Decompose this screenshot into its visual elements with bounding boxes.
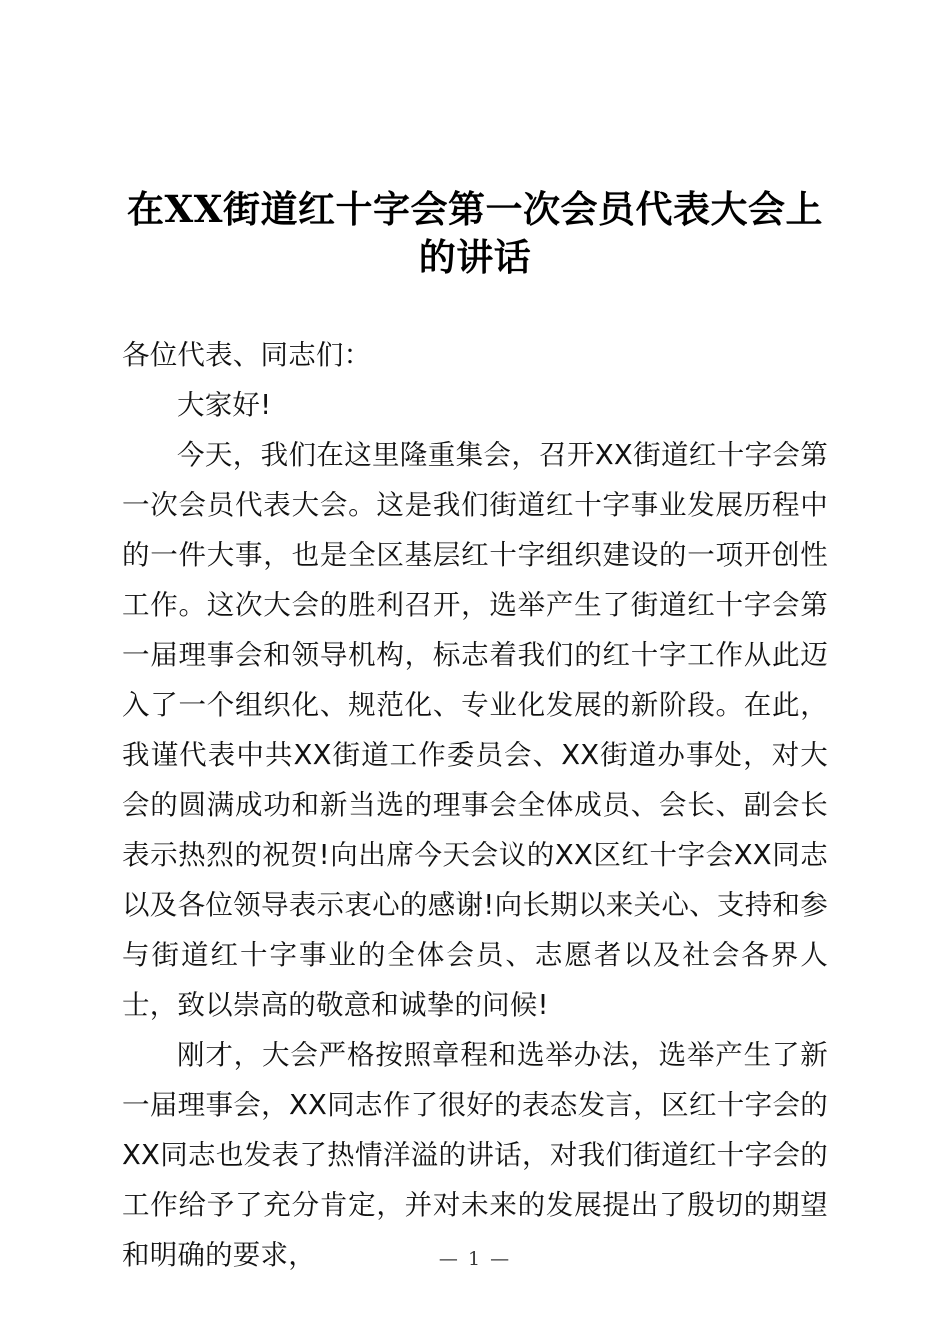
page-title: 在XX街道红十字会第一次会员代表大会上的讲话: [127, 187, 823, 279]
salutation-line: 各位代表、同志们：: [122, 339, 372, 371]
page-number-footer: — 1 —: [438, 1248, 512, 1270]
document-body: [122, 330, 828, 1280]
body-paragraph-1: 今天，我们在这里隆重集会，召开XX街道红十字会第一次会员代表大会。这是我们街道红十字事业发展历程中的一件大事，也是全区基层红十字组织建设的一项开创性工作。这次大会的胜利召开，选举产生了街道红十字会第一届理事会和领导机构，标志着我们的红十字工作从此迈入了一个组织化、规范化、专业化发展的新阶段。在此，我谨代表中共XX街道工作委员会、XX街道办事处，对大会的圆满成功和新当选的理事会全体成员、会长、副会长表示热烈的祝贺!向出席今天会议的XX区红十字会XX同志以及各位领导表示衷心的感谢!向长期以来关心、支持和参与街道红十字事业的全体会员、志愿者以及社会各界人士，致以崇高的敬意和诚挚的问候!: [122, 439, 828, 1021]
body-paragraph-2: 刚才，大会严格按照章程和选举办法，选举产生了新一届理事会，XX同志作了很好的表态发言，区红十字会的XX同志也发表了热情洋溢的讲话，对我们街道红十字会的工作给予了充分肯定，并对未来的发展提出了殷切的期望和明确的要求，: [122, 1039, 828, 1271]
greeting-line: 大家好!: [177, 389, 272, 421]
